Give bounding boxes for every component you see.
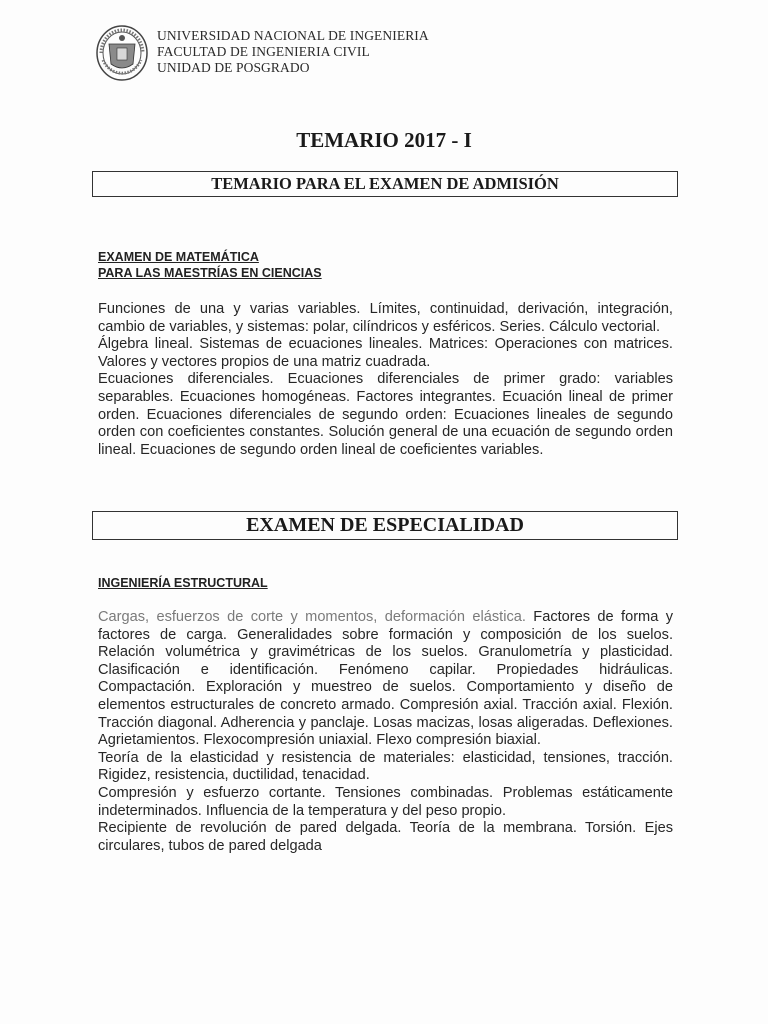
structural-text: Factores de forma y factores de carga. Generalidades sobre formación y composición de los suelos. Relación volumétrica y gravimétricas de los suelos. Granulometría y plasticidad. Clasificación e identificación. Fenómeno capilar. Propiedades hidráulicas. Compactación. Exploración y muestreo de suelos. Comportamiento y diseño de elementos estructurales de concreto armado. Compresión axial. Tracción axial. Flexión. Tracción diagonal. Adherencia y panclaje. Losas macizas, losas aligeradas. Deflexiones. Agrietamientos. Flexocompresión uniaxial. Flexo compresión biaxial. [98, 609, 673, 749]
university-name: UNIVERSIDAD NACIONAL DE INGENIERIA [157, 28, 429, 43]
math-section-heading [98, 249, 322, 281]
page-title: TEMARIO 2017 - I [296, 128, 472, 152]
math-topics [98, 301, 673, 459]
specialty-exam-title: EXAMEN DE ESPECIALIDAD [92, 511, 678, 540]
math-paragraph: Funciones de una y varias variables. Límites, continuidad, derivación, integración, cambio de variables, y sistemas: polar, cilíndricos y esféricos. Series. Cálculo vectorial. [98, 301, 673, 335]
structural-paragraph: Compresión y esfuerzo cortante. Tensiones combinadas. Problemas estáticamente indeterminados. Influencia de la temperatura y del peso propio. [98, 784, 673, 819]
math-paragraph: Ecuaciones diferenciales. Ecuaciones diferenciales de primer grado: variables separables. Ecuaciones homogéneas. Factores integrantes. Ecuación lineal de primer orden. Ecuaciones diferenciales de segundo orden: Ecuaciones lineales de segundo orden con coeficientes constantes. Solución general de una ecuación de segundo orden lineal. Ecuaciones de segundo orden lineal de coeficientes variables. [98, 371, 673, 458]
institution-name-block [157, 28, 429, 76]
unit-name: UNIDAD DE POSGRADO [157, 60, 310, 75]
structural-paragraph [98, 609, 673, 750]
math-paragraph: Álgebra lineal. Sistemas de ecuaciones lineales. Matrices: Operaciones con matrices. Valores y vectores propios de una matriz cuadrada. [98, 336, 673, 370]
document-header [95, 24, 429, 82]
structural-topics [98, 609, 673, 855]
faculty-name: FACULTAD DE INGENIERIA CIVIL [157, 44, 370, 59]
university-seal-icon [95, 24, 149, 82]
faded-text: Cargas, esfuerzos de corte y momentos, deformación elástica. [98, 609, 526, 625]
math-heading-line-2: PARA LAS MAESTRÍAS EN CIENCIAS [98, 266, 322, 280]
structural-paragraph: Recipiente de revolución de pared delgada. Teoría de la membrana. Torsión. Ejes circulares, tubos de pared delgada [98, 820, 673, 854]
admission-exam-title: TEMARIO PARA EL EXAMEN DE ADMISIÓN [92, 171, 678, 197]
math-heading-line-1: EXAMEN DE MATEMÁTICA [98, 250, 259, 264]
structural-engineering-heading: INGENIERÍA ESTRUCTURAL [98, 576, 268, 590]
structural-paragraph: Teoría de la elasticidad y resistencia de materiales: elasticidad, tensiones, tracción. Rigidez, resistencia, ductilidad, tenacidad. [98, 749, 673, 784]
